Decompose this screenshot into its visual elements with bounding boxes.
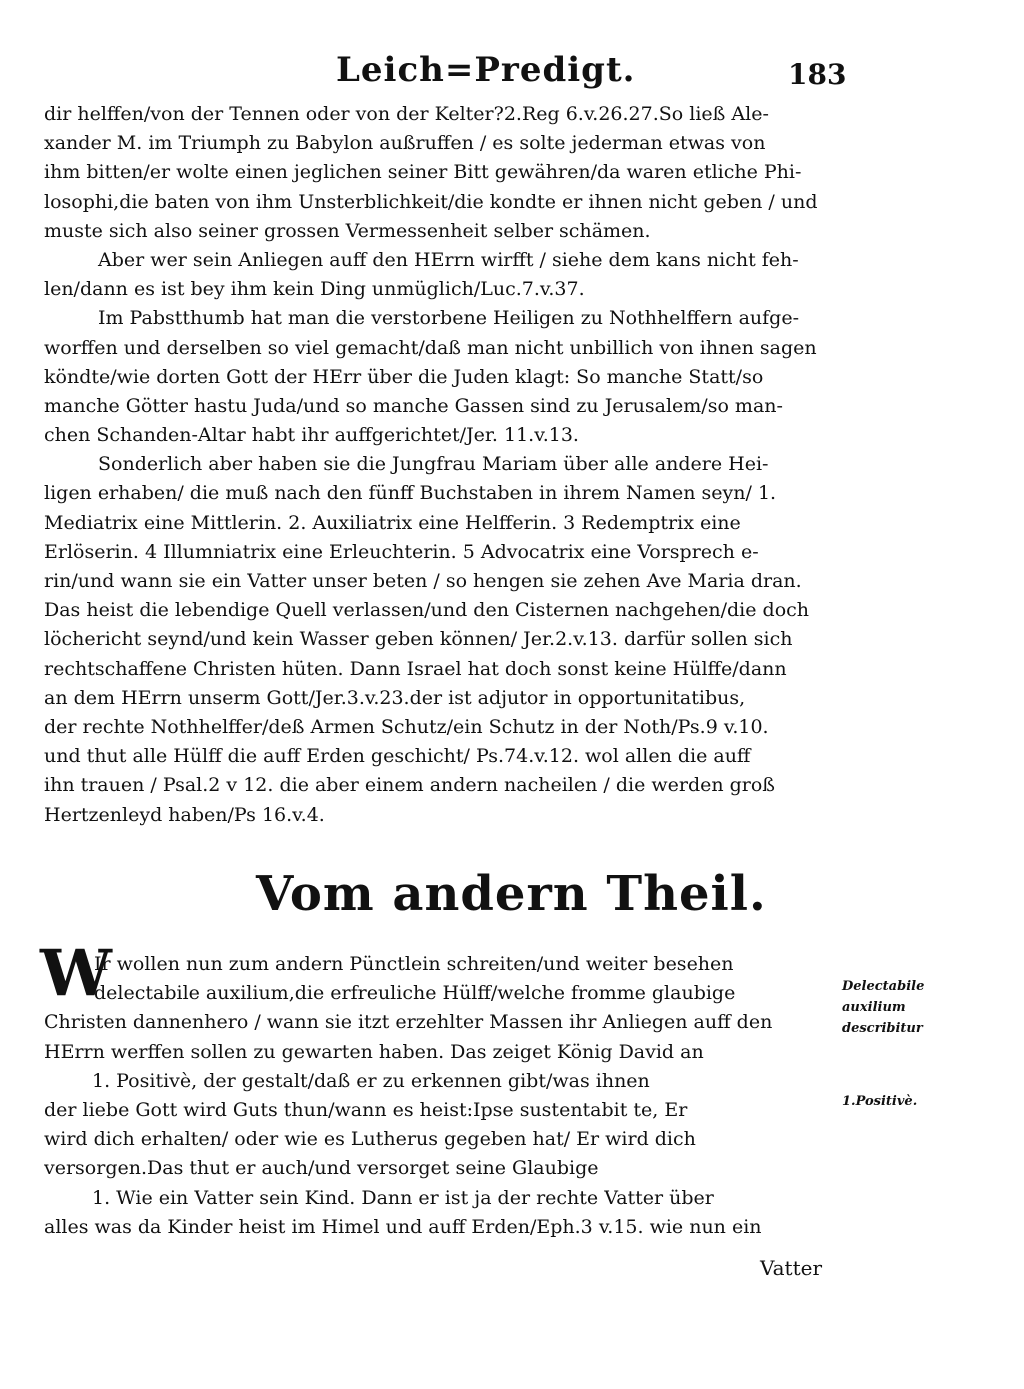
text-line: alles was da Kinder heist im Himel und auff Erden/Eph.3 v.15. wie nun ein xyxy=(44,1215,762,1238)
text-line: Hertzenleyd haben/Ps 16.v.4. xyxy=(44,803,325,826)
text-line: Erlöserin. 4 Illumniatrix eine Erleuchterin. 5 Advocatrix eine Vorsprech e- xyxy=(44,540,759,563)
text-line: len/dann es ist bey ihm kein Ding unmüglich/Luc.7.v.37. xyxy=(44,278,585,301)
text-line: HErrn werffen sollen zu gewarten haben. Das zeiget König David an xyxy=(44,1040,704,1063)
text-line: rin/und wann sie ein Vatter unser beten / so hengen sie zehen Ave Maria dran. xyxy=(44,570,802,592)
text-line: Ir wollen nun zum andern Pünctlein schreiten/und weiter besehen xyxy=(94,953,734,975)
text-line: losophi,die baten von ihm Unsterblichkeit/die kondte er ihnen nicht geben / und xyxy=(44,190,818,213)
section-2-text xyxy=(44,950,844,1242)
text-line: dir helffen/von der Tennen oder von der Kelter?2.Reg 6.v.26.27.So ließ Ale- xyxy=(44,103,769,125)
text-line: ihm bitten/er wolte einen jeglichen seiner Bitt gewähren/da waren etliche Phi- xyxy=(44,161,802,184)
text-line: Aber wer sein Anliegen auff den HErrn wirfft / siehe dem kans nicht feh- xyxy=(98,248,799,271)
text-line: der liebe Gott wird Guts thun/wann es heist:Ipse sustentabit te, Er xyxy=(44,1098,688,1121)
page-number: 183 xyxy=(788,58,847,91)
text-line: chen Schanden-Altar habt ihr auffgerichtet/Jer. 11.v.13. xyxy=(44,424,579,447)
text-line: Sonderlich aber haben sie die Jungfrau Mariam über alle andere Hei- xyxy=(98,453,769,476)
margin-note-delectabile xyxy=(842,976,962,1039)
text-line: der rechte Nothhelffer/deß Armen Schutz/ein Schutz in der Noth/Ps.9 v.10. xyxy=(44,715,769,738)
drop-capital: W xyxy=(40,936,112,1011)
text-line: ligen erhaben/ die muß nach den fünff Buchstaben in ihrem Namen seyn/ 1. xyxy=(44,482,777,505)
text-line: muste sich also seiner grossen Vermessenheit selber schämen. xyxy=(44,219,651,242)
catchword: Vatter xyxy=(760,1256,823,1280)
margin-note-line: describitur xyxy=(842,1021,923,1036)
margin-note-line: Delectabile xyxy=(842,979,925,994)
text-line: 1. Positivè, der gestalt/daß er zu erkennen gibt/was ihnen xyxy=(92,1069,650,1092)
text-line: löchericht seynd/und kein Wasser geben können/ Jer.2.v.13. darfür sollen sich xyxy=(44,628,793,651)
margin-note-positive: 1.Positivè. xyxy=(842,1094,918,1109)
text-line: delectabile auxilium,die erfreuliche Hülff/welche fromme glaubige xyxy=(94,982,736,1005)
text-line: und thut alle Hülff die auff Erden geschicht/ Ps.74.v.12. wol allen die auff xyxy=(44,745,751,768)
text-line: wird dich erhalten/ oder wie es Lutherus gegeben hat/ Er wird dich xyxy=(44,1128,696,1151)
margin-note-line: auxilium xyxy=(842,1000,906,1015)
text-line: an dem HErrn unserm Gott/Jer.3.v.23.der ist adjutor in opportunitatibus, xyxy=(44,686,746,709)
text-line: versorgen.Das thut er auch/und versorget seine Glaubige xyxy=(44,1157,599,1180)
text-line: Im Pabstthumb hat man die verstorbene Heiligen zu Nothhelffern aufge- xyxy=(98,307,800,330)
section-1-text xyxy=(44,100,844,830)
text-line: rechtschaffene Christen hüten. Dann Israel hat doch sonst keine Hülffe/dann xyxy=(44,657,787,680)
section-heading: Vom andern Theil. xyxy=(256,866,767,922)
text-line: Christen dannenhero / wann sie itzt erzehlter Massen ihr Anliegen auff den xyxy=(44,1011,773,1034)
text-line: Das heist die lebendige Quell verlassen/und den Cisternen nachgehen/die doch xyxy=(44,599,810,622)
text-line: worffen und derselben so viel gemacht/daß man nicht unbillich von ihnen sagen xyxy=(44,336,817,359)
text-line: köndte/wie dorten Gott der HErr über die Juden klagt: So manche Statt/so xyxy=(44,365,764,388)
text-line: manche Götter hastu Juda/und so manche Gassen sind zu Jerusalem/so man- xyxy=(44,394,783,417)
text-line: ihn trauen / Psal.2 v 12. die aber einem andern nacheilen / die werden groß xyxy=(44,774,775,797)
text-line: xander M. im Triumph zu Babylon außruffen / es solte jederman etwas von xyxy=(44,132,766,155)
text-line: Mediatrix eine Mittlerin. 2. Auxiliatrix eine Helfferin. 3 Redemptrix eine xyxy=(44,511,741,534)
text-line: 1. Wie ein Vatter sein Kind. Dann er ist ja der rechte Vatter über xyxy=(92,1186,714,1209)
running-head-title: Leich=Predigt. xyxy=(336,50,636,90)
